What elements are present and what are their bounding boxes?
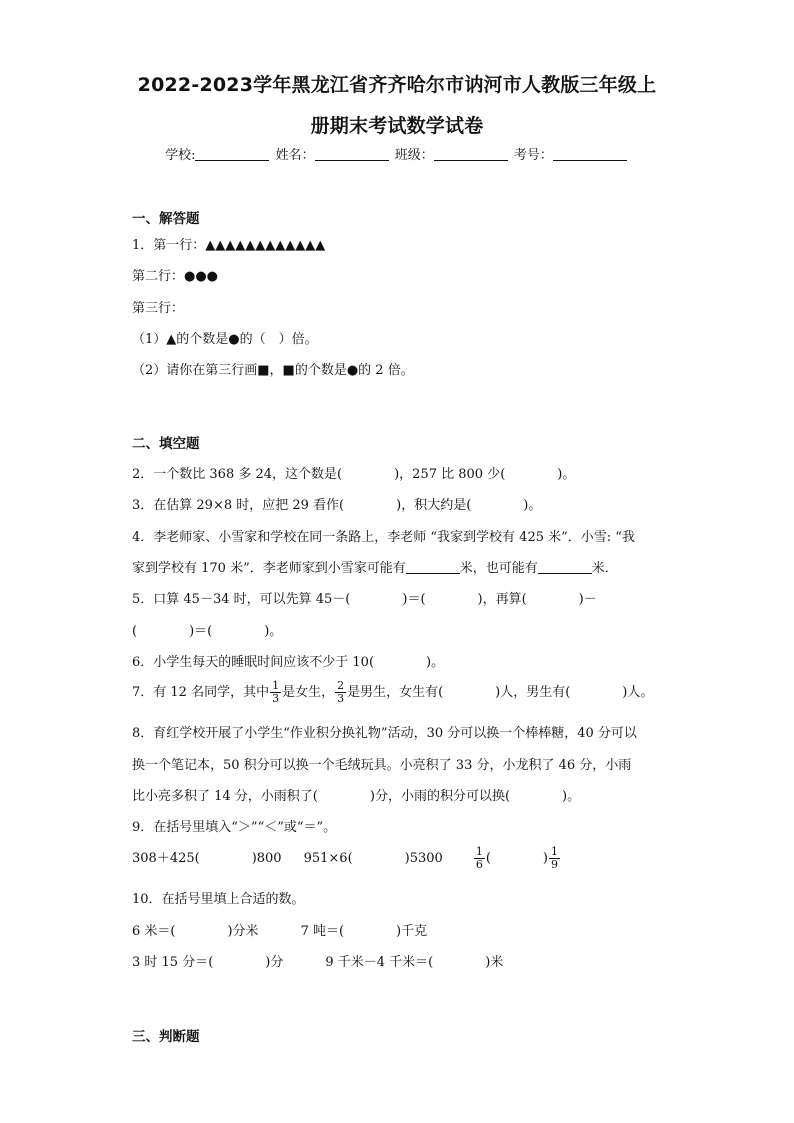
q4-text-a: 家到学校有 170 米”．李老师家到小雪家可能有	[132, 561, 406, 576]
q10-item-c: 3 时 15 分＝( )分	[132, 955, 284, 970]
q10-row1	[132, 920, 672, 939]
class-label: 班级：	[394, 148, 434, 163]
q7-frac2-num: 2	[337, 679, 345, 692]
q10-item-b: 7 吨＝( )千克	[300, 924, 428, 939]
section-heading-fill: 二、填空题	[132, 436, 200, 452]
q8-line1: 8．育红学校开展了小学生“作业积分换礼物”活动，30 分可以换一个棒棒糖，40 分可以	[132, 726, 637, 741]
q9-fraction-1	[474, 846, 485, 871]
exam-title-line1: 2022-2023学年黑龙江省齐齐哈尔市讷河市人教版三年级上	[137, 74, 657, 96]
q3: 3．在估算 29×8 时，应把 29 看作( )，积大约是( )。	[132, 498, 542, 513]
q10: 10．在括号里填上合适的数。	[132, 892, 305, 907]
q9-frac2-num: 1	[550, 845, 558, 858]
q7-fraction-2	[335, 680, 346, 705]
q9-comparisons	[132, 846, 672, 871]
q2: 2．一个数比 368 多 24，这个数是( )，257 比 800 少( )。	[132, 467, 576, 482]
q4-text-c: 米．	[591, 561, 618, 576]
school-blank[interactable]	[195, 146, 269, 161]
q1-row2: 第二行：●●●	[132, 269, 219, 284]
q1-row1: 1．第一行：▲▲▲▲▲▲▲▲▲▲▲▲	[132, 238, 326, 253]
number-label: 考号：	[513, 148, 553, 163]
q5-line2: ( )＝( )。	[132, 624, 283, 639]
name-label: 姓名：	[275, 148, 315, 163]
class-blank[interactable]	[434, 146, 508, 161]
section-heading-judge: 三、判断题	[132, 1029, 200, 1045]
q9: 9．在括号里填入“＞”“＜”或“＝”。	[132, 820, 337, 835]
student-info-row	[0, 144, 794, 163]
q7-frac1-den: 3	[272, 692, 280, 705]
exam-title-line2: 册期末考试数学试卷	[310, 115, 484, 137]
q9-frac2-den: 9	[550, 858, 558, 871]
q9-item-b: 951×6( )5300	[303, 851, 443, 866]
q4-text-b: 米，也可能有	[459, 561, 538, 576]
q8-line3: 比小亮多积了 14 分，小雨积了( )分，小雨的积分可以换( )。	[132, 789, 581, 804]
q10-item-a: 6 米＝( )分米	[132, 924, 259, 939]
section-heading-answer: 一、解答题	[132, 211, 200, 227]
q7-text-a: 7．有 12 名同学，其中	[132, 685, 270, 700]
q9-fraction-2	[549, 846, 560, 871]
q7-frac2-den: 3	[337, 692, 345, 705]
q1-sub2: （2）请你在第三行画■，■的个数是●的 2 倍。	[132, 363, 414, 378]
name-blank[interactable]	[315, 146, 389, 161]
q6: 6．小学生每天的睡眠时间应该不少于 10( )。	[132, 655, 445, 670]
q7-text-b: 是女生，	[282, 685, 335, 700]
q5-line1: 5．口算 45－34 时，可以先算 45－( )＝( )，再算( )－	[132, 592, 597, 607]
q9-blank[interactable]: ( )	[485, 851, 548, 866]
q9-item-a: 308＋425( )800	[132, 851, 282, 866]
q4-line2	[132, 557, 672, 576]
q1-row3: 第三行：	[132, 301, 185, 316]
q4-line1: 4．李老师家、小雪家和学校在同一条路上，李老师 “我家到学校有 425 米”．小雪: “我	[132, 530, 635, 545]
q4-blank-1[interactable]	[406, 561, 460, 574]
q4-blank-2[interactable]	[538, 561, 592, 574]
q7-text-c: 是男生，女生有( )人，男生有( )人。	[347, 685, 654, 700]
q9-frac1-den: 6	[475, 858, 483, 871]
q7	[132, 680, 672, 705]
school-label: 学校:	[165, 148, 196, 163]
number-blank[interactable]	[553, 146, 627, 161]
q1-sub1: （1）▲的个数是●的（ ）倍。	[132, 332, 318, 347]
q7-fraction-1	[270, 680, 281, 705]
q7-frac1-num: 1	[272, 679, 280, 692]
q10-item-d: 9 千米－4 千米＝( )米	[325, 955, 504, 970]
q9-frac1-num: 1	[475, 845, 483, 858]
q10-row2	[132, 951, 672, 970]
q8-line2: 换一个笔记本，50 积分可以换一个毛绒玩具。小亮积了 33 分，小龙积了 46 分，小雨	[132, 758, 632, 773]
